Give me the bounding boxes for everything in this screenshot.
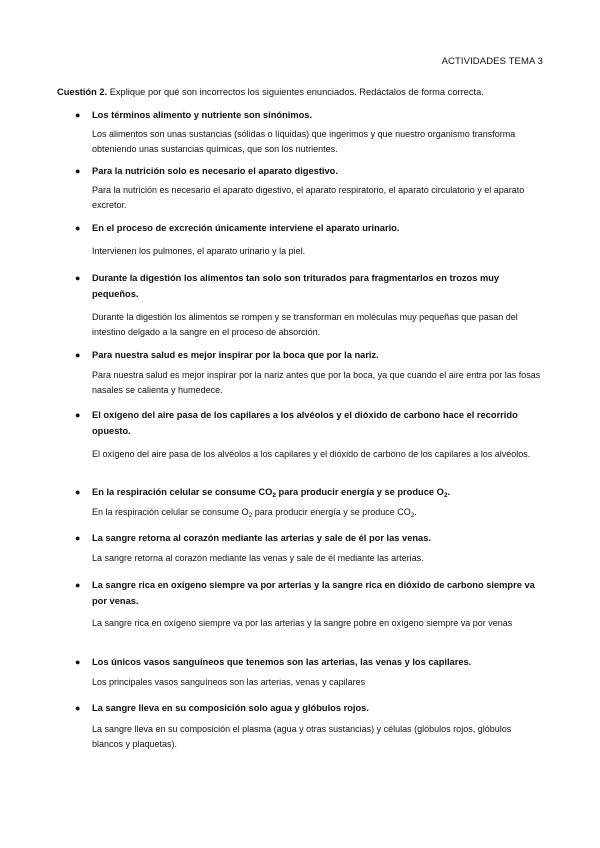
subscript: 2 (443, 492, 448, 499)
question-text: Explique por qué son incorrectos los siguientes enunciados. Redáctalos de forma correcta. (107, 87, 484, 97)
subscript: 2 (410, 511, 415, 519)
list-item (0, 348, 542, 398)
statement-text: Los únicos vasos sanguíneos que tenemos son las arterias, las venas y los capilares. (92, 657, 472, 667)
bullet-icon: ● (75, 703, 81, 713)
incorrect-statement (75, 655, 537, 671)
list-item (0, 531, 542, 566)
list-item (0, 164, 542, 213)
statement-text: . (447, 487, 451, 497)
statement-text: La sangre retorna al corazón mediante las arterias y sale de él por las venas. (92, 533, 431, 543)
corrected-statement: Durante la digestión los alimentos se rompen y se transforman en moléculas muy pequeñas que pasan del intestino delgado a la sangre en el proceso de absorción. (92, 312, 518, 337)
list-item (0, 408, 542, 462)
list-item (0, 655, 542, 690)
statement-text: La sangre rica en oxígeno siempre va por arterias y la sangre rica en dióxido de carbono siempre va por venas. (92, 580, 535, 606)
incorrect-statement (75, 271, 537, 302)
statement-text: El oxígeno del aire pasa de los capilares a los alvéolos y el dióxido de carbono hace el recorrido opuesto. (92, 410, 518, 436)
bullet-icon: ● (75, 223, 81, 233)
corrected-statement: El oxígeno del aire pasa de los alvéolos a los capilares y el dióxido de carbono de los capilares a los alvéolos. (92, 449, 531, 459)
incorrect-statement (75, 531, 537, 547)
statement-text: En la respiración celular se consume CO (92, 487, 273, 497)
subscript: 2 (248, 511, 253, 519)
bullet-icon: ● (75, 273, 81, 283)
bullet-icon: ● (75, 410, 81, 420)
corrected-statement: La sangre rica en oxígeno siempre va por las arterias y la sangre pobre en oxígeno siempre va por venas (92, 618, 513, 628)
statement-text: En el proceso de excreción únicamente interviene el aparato urinario. (92, 223, 400, 233)
statement-text: Los términos alimento y nutriente son sinónimos. (92, 110, 313, 120)
bullet-icon: ● (75, 533, 81, 543)
list-item (0, 108, 542, 157)
answer-text: . (414, 506, 417, 517)
statement-text: Para nuestra salud es mejor inspirar por la boca que por la nariz. (92, 350, 379, 360)
incorrect-statement (75, 701, 537, 717)
statement-text: para producir energía y se produce O (275, 487, 444, 497)
bullet-icon: ● (75, 487, 81, 497)
list-item (0, 271, 542, 340)
bullet-icon: ● (75, 110, 81, 120)
incorrect-statement (75, 348, 537, 364)
incorrect-statement (75, 408, 537, 439)
bullet-icon: ● (75, 166, 81, 176)
corrected-statement: La sangre retorna al corazón mediante las venas y sale de él mediante las arterias. (92, 552, 424, 563)
statement-text: La sangre lleva en su composición solo agua y glóbulos rojos. (92, 703, 369, 713)
corrected-statement: Para la nutrición es necesario el aparato digestivo, el aparato respiratorio, el aparato circulatorio y el aparato excretor. (92, 184, 525, 210)
bullet-icon: ● (75, 580, 81, 590)
corrected-statement: Los alimentos son unas sustancias (sólidas o líquidas) que ingerimos y que nuestro organismo transforma obteniendo unas sustancias químicas, que son los nutrientes. (92, 128, 516, 154)
list-item (0, 485, 542, 520)
incorrect-statement (75, 485, 537, 501)
statement-text: Durante la digestión los alimentos tan solo son triturados para fragmentarlos en trozos muy pequeños. (92, 273, 500, 299)
subscript: 2 (272, 492, 276, 499)
incorrect-statement (75, 578, 537, 609)
corrected-statement: Los principales vasos sanguíneos son las arterias, venas y capilares (92, 676, 366, 687)
list-item (0, 701, 542, 752)
list-item (0, 221, 542, 259)
bullet-icon: ● (75, 350, 81, 360)
corrected-statement: Intervienen los pulmones, el aparato urinario y la piel. (92, 245, 306, 256)
question-intro (57, 86, 547, 99)
incorrect-statement (75, 164, 537, 180)
incorrect-statement (75, 221, 537, 237)
statement-text: Para la nutrición solo es necesario el aparato digestivo. (92, 166, 338, 176)
bullet-icon: ● (75, 657, 81, 667)
corrected-statement: La sangre lleva en su composición el plasma (agua y otras sustancias) y células (glóbulos rojos, glóbulos blancos y plaquetas). (92, 723, 512, 749)
list-item (0, 578, 542, 631)
corrected-statement: Para nuestra salud es mejor inspirar por la nariz antes que por la boca, ya que cuando el aire entra por las fosas nasales se calienta y humedece. (92, 369, 541, 395)
corrected-statement (92, 505, 542, 520)
incorrect-statement (75, 108, 537, 124)
answer-text: En la respiración celular se consume O (92, 506, 249, 517)
question-label: Cuestión 2. (57, 87, 108, 97)
answer-text: para producir energía y se produce CO (252, 506, 411, 517)
page-header: ACTIVIDADES TEMA 3 (441, 56, 543, 67)
